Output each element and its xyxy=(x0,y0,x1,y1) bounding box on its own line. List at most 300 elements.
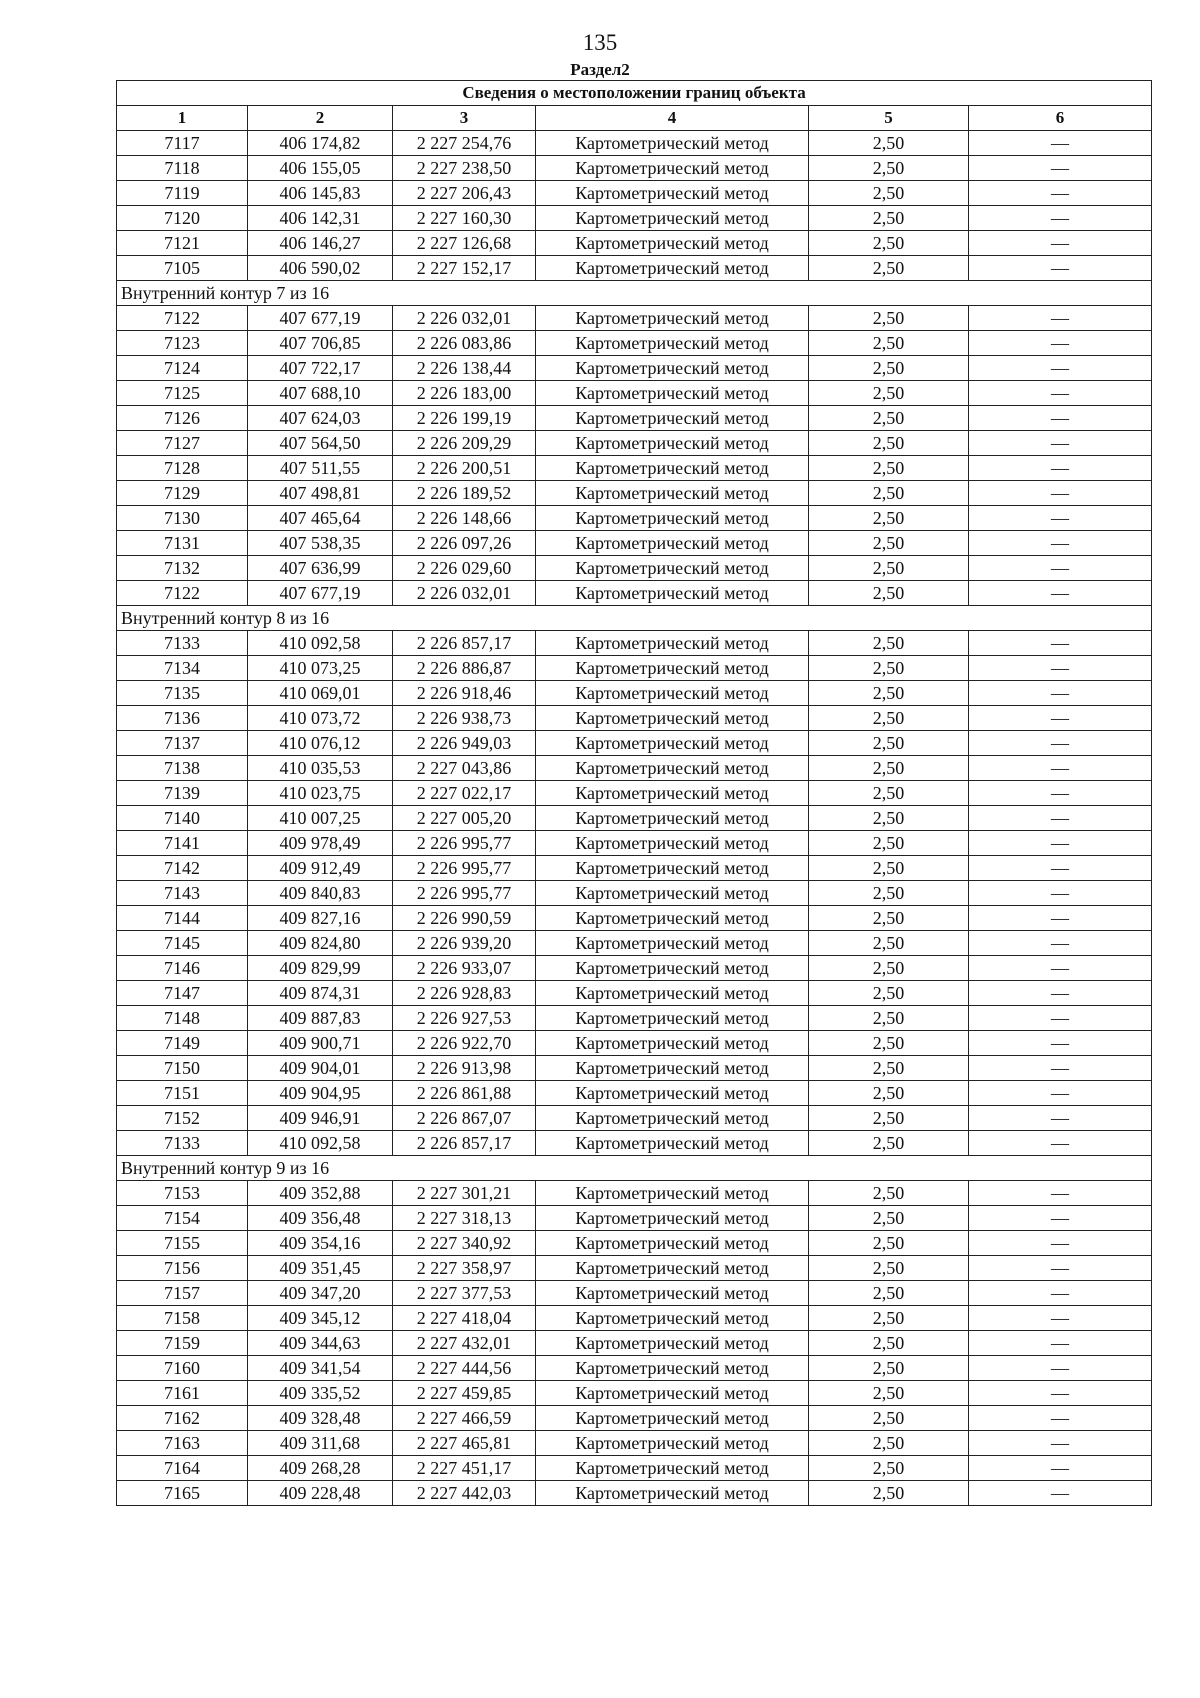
x-coordinate-cell: 410 092,58 xyxy=(248,631,393,656)
method-cell: Картометрический метод xyxy=(536,1056,809,1081)
description-cell: — xyxy=(969,806,1152,831)
x-coordinate-cell: 406 142,31 xyxy=(248,206,393,231)
point-number-cell: 7126 xyxy=(117,406,248,431)
contour-heading-row xyxy=(117,281,1152,306)
table-row xyxy=(117,1131,1152,1156)
method-cell: Картометрический метод xyxy=(536,931,809,956)
point-number-cell: 7141 xyxy=(117,831,248,856)
point-number-cell: 7130 xyxy=(117,506,248,531)
x-coordinate-cell: 409 328,48 xyxy=(248,1406,393,1431)
x-coordinate-cell: 409 840,83 xyxy=(248,881,393,906)
method-cell: Картометрический метод xyxy=(536,906,809,931)
method-cell: Картометрический метод xyxy=(536,1356,809,1381)
x-coordinate-cell: 410 035,53 xyxy=(248,756,393,781)
x-coordinate-cell: 409 341,54 xyxy=(248,1356,393,1381)
x-coordinate-cell: 406 145,83 xyxy=(248,181,393,206)
method-cell: Картометрический метод xyxy=(536,806,809,831)
accuracy-cell: 2,50 xyxy=(809,831,969,856)
y-coordinate-cell: 2 226 138,44 xyxy=(393,356,536,381)
accuracy-cell: 2,50 xyxy=(809,456,969,481)
accuracy-cell: 2,50 xyxy=(809,131,969,156)
accuracy-cell: 2,50 xyxy=(809,906,969,931)
description-cell: — xyxy=(969,1281,1152,1306)
point-number-cell: 7143 xyxy=(117,881,248,906)
x-coordinate-cell: 409 827,16 xyxy=(248,906,393,931)
y-coordinate-cell: 2 226 990,59 xyxy=(393,906,536,931)
point-number-cell: 7117 xyxy=(117,131,248,156)
point-number-cell: 7155 xyxy=(117,1231,248,1256)
x-coordinate-cell: 409 824,80 xyxy=(248,931,393,956)
description-cell: — xyxy=(969,531,1152,556)
x-coordinate-cell: 409 344,63 xyxy=(248,1331,393,1356)
x-coordinate-cell: 407 636,99 xyxy=(248,556,393,581)
accuracy-cell: 2,50 xyxy=(809,781,969,806)
method-cell: Картометрический метод xyxy=(536,1331,809,1356)
description-cell: — xyxy=(969,1306,1152,1331)
table-row xyxy=(117,756,1152,781)
description-cell: — xyxy=(969,206,1152,231)
description-cell: — xyxy=(969,981,1152,1006)
x-coordinate-cell: 409 345,12 xyxy=(248,1306,393,1331)
x-coordinate-cell: 406 174,82 xyxy=(248,131,393,156)
table-caption: Сведения о местоположении границ объекта xyxy=(117,81,1152,106)
table-row xyxy=(117,531,1152,556)
description-cell: — xyxy=(969,1181,1152,1206)
x-coordinate-cell: 409 335,52 xyxy=(248,1381,393,1406)
accuracy-cell: 2,50 xyxy=(809,181,969,206)
x-coordinate-cell: 407 564,50 xyxy=(248,431,393,456)
x-coordinate-cell: 409 354,16 xyxy=(248,1231,393,1256)
point-number-cell: 7157 xyxy=(117,1281,248,1306)
accuracy-cell: 2,50 xyxy=(809,656,969,681)
table-row xyxy=(117,1056,1152,1081)
table-row xyxy=(117,206,1152,231)
table-row xyxy=(117,856,1152,881)
method-cell: Картометрический метод xyxy=(536,981,809,1006)
x-coordinate-cell: 407 688,10 xyxy=(248,381,393,406)
x-coordinate-cell: 407 677,19 xyxy=(248,581,393,606)
method-cell: Картометрический метод xyxy=(536,1181,809,1206)
x-coordinate-cell: 409 228,48 xyxy=(248,1481,393,1506)
method-cell: Картометрический метод xyxy=(536,256,809,281)
x-coordinate-cell: 407 624,03 xyxy=(248,406,393,431)
x-coordinate-cell: 407 722,17 xyxy=(248,356,393,381)
point-number-cell: 7148 xyxy=(117,1006,248,1031)
table-row xyxy=(117,1081,1152,1106)
method-cell: Картометрический метод xyxy=(536,131,809,156)
method-cell: Картометрический метод xyxy=(536,781,809,806)
table-body xyxy=(117,81,1152,1506)
table-row xyxy=(117,1381,1152,1406)
accuracy-cell: 2,50 xyxy=(809,1331,969,1356)
method-cell: Картометрический метод xyxy=(536,531,809,556)
method-cell: Картометрический метод xyxy=(536,681,809,706)
y-coordinate-cell: 2 226 995,77 xyxy=(393,856,536,881)
table-row xyxy=(117,631,1152,656)
x-coordinate-cell: 407 706,85 xyxy=(248,331,393,356)
description-cell: — xyxy=(969,1231,1152,1256)
point-number-cell: 7135 xyxy=(117,681,248,706)
point-number-cell: 7125 xyxy=(117,381,248,406)
accuracy-cell: 2,50 xyxy=(809,1481,969,1506)
table-row xyxy=(117,906,1152,931)
x-coordinate-cell: 409 874,31 xyxy=(248,981,393,1006)
accuracy-cell: 2,50 xyxy=(809,231,969,256)
point-number-cell: 7144 xyxy=(117,906,248,931)
description-cell: — xyxy=(969,556,1152,581)
point-number-cell: 7118 xyxy=(117,156,248,181)
accuracy-cell: 2,50 xyxy=(809,881,969,906)
point-number-cell: 7122 xyxy=(117,581,248,606)
accuracy-cell: 2,50 xyxy=(809,481,969,506)
table-row xyxy=(117,1206,1152,1231)
description-cell: — xyxy=(969,506,1152,531)
method-cell: Картометрический метод xyxy=(536,1131,809,1156)
description-cell: — xyxy=(969,731,1152,756)
description-cell: — xyxy=(969,1481,1152,1506)
method-cell: Картометрический метод xyxy=(536,156,809,181)
table-row xyxy=(117,781,1152,806)
y-coordinate-cell: 2 227 318,13 xyxy=(393,1206,536,1231)
y-coordinate-cell: 2 226 927,53 xyxy=(393,1006,536,1031)
method-cell: Картометрический метод xyxy=(536,956,809,981)
point-number-cell: 7129 xyxy=(117,481,248,506)
description-cell: — xyxy=(969,406,1152,431)
description-cell: — xyxy=(969,431,1152,456)
table-row xyxy=(117,356,1152,381)
method-cell: Картометрический метод xyxy=(536,356,809,381)
y-coordinate-cell: 2 227 418,04 xyxy=(393,1306,536,1331)
method-cell: Картометрический метод xyxy=(536,1031,809,1056)
y-coordinate-cell: 2 226 200,51 xyxy=(393,456,536,481)
x-coordinate-cell: 409 904,95 xyxy=(248,1081,393,1106)
method-cell: Картометрический метод xyxy=(536,1281,809,1306)
point-number-cell: 7150 xyxy=(117,1056,248,1081)
method-cell: Картометрический метод xyxy=(536,881,809,906)
table-caption-row xyxy=(117,81,1152,106)
accuracy-cell: 2,50 xyxy=(809,1206,969,1231)
point-number-cell: 7124 xyxy=(117,356,248,381)
description-cell: — xyxy=(969,1081,1152,1106)
accuracy-cell: 2,50 xyxy=(809,1131,969,1156)
method-cell: Картометрический метод xyxy=(536,856,809,881)
contour-label: Внутренний контур 9 из 16 xyxy=(117,1156,1152,1181)
description-cell: — xyxy=(969,1056,1152,1081)
y-coordinate-cell: 2 226 148,66 xyxy=(393,506,536,531)
point-number-cell: 7162 xyxy=(117,1406,248,1431)
description-cell: — xyxy=(969,1331,1152,1356)
method-cell: Картометрический метод xyxy=(536,581,809,606)
x-coordinate-cell: 410 023,75 xyxy=(248,781,393,806)
description-cell: — xyxy=(969,956,1152,981)
point-number-cell: 7142 xyxy=(117,856,248,881)
description-cell: — xyxy=(969,581,1152,606)
contour-heading-row xyxy=(117,606,1152,631)
x-coordinate-cell: 407 538,35 xyxy=(248,531,393,556)
table-row xyxy=(117,1456,1152,1481)
x-coordinate-cell: 409 829,99 xyxy=(248,956,393,981)
table-row xyxy=(117,1281,1152,1306)
table-row xyxy=(117,1006,1152,1031)
y-coordinate-cell: 2 226 867,07 xyxy=(393,1106,536,1131)
accuracy-cell: 2,50 xyxy=(809,681,969,706)
column-header-row xyxy=(117,106,1152,131)
method-cell: Картометрический метод xyxy=(536,181,809,206)
x-coordinate-cell: 409 268,28 xyxy=(248,1456,393,1481)
y-coordinate-cell: 2 226 949,03 xyxy=(393,731,536,756)
y-coordinate-cell: 2 226 083,86 xyxy=(393,331,536,356)
table-row xyxy=(117,406,1152,431)
table-row xyxy=(117,506,1152,531)
method-cell: Картометрический метод xyxy=(536,1456,809,1481)
x-coordinate-cell: 409 351,45 xyxy=(248,1256,393,1281)
table-row xyxy=(117,1331,1152,1356)
column-header: 1 xyxy=(117,106,248,131)
table-row xyxy=(117,731,1152,756)
description-cell: — xyxy=(969,706,1152,731)
method-cell: Картометрический метод xyxy=(536,1406,809,1431)
method-cell: Картометрический метод xyxy=(536,306,809,331)
y-coordinate-cell: 2 227 126,68 xyxy=(393,231,536,256)
accuracy-cell: 2,50 xyxy=(809,1106,969,1131)
accuracy-cell: 2,50 xyxy=(809,1456,969,1481)
description-cell: — xyxy=(969,1256,1152,1281)
description-cell: — xyxy=(969,781,1152,806)
point-number-cell: 7123 xyxy=(117,331,248,356)
accuracy-cell: 2,50 xyxy=(809,331,969,356)
y-coordinate-cell: 2 226 861,88 xyxy=(393,1081,536,1106)
method-cell: Картометрический метод xyxy=(536,1431,809,1456)
x-coordinate-cell: 406 155,05 xyxy=(248,156,393,181)
point-number-cell: 7145 xyxy=(117,931,248,956)
point-number-cell: 7154 xyxy=(117,1206,248,1231)
method-cell: Картометрический метод xyxy=(536,456,809,481)
description-cell: — xyxy=(969,931,1152,956)
description-cell: — xyxy=(969,256,1152,281)
y-coordinate-cell: 2 226 097,26 xyxy=(393,531,536,556)
description-cell: — xyxy=(969,181,1152,206)
table-row xyxy=(117,581,1152,606)
point-number-cell: 7121 xyxy=(117,231,248,256)
accuracy-cell: 2,50 xyxy=(809,631,969,656)
accuracy-cell: 2,50 xyxy=(809,1006,969,1031)
y-coordinate-cell: 2 226 886,87 xyxy=(393,656,536,681)
accuracy-cell: 2,50 xyxy=(809,381,969,406)
accuracy-cell: 2,50 xyxy=(809,356,969,381)
accuracy-cell: 2,50 xyxy=(809,1031,969,1056)
y-coordinate-cell: 2 226 183,00 xyxy=(393,381,536,406)
accuracy-cell: 2,50 xyxy=(809,1406,969,1431)
method-cell: Картометрический метод xyxy=(536,656,809,681)
description-cell: — xyxy=(969,456,1152,481)
y-coordinate-cell: 2 226 995,77 xyxy=(393,831,536,856)
table-row xyxy=(117,456,1152,481)
point-number-cell: 7139 xyxy=(117,781,248,806)
accuracy-cell: 2,50 xyxy=(809,506,969,531)
y-coordinate-cell: 2 226 995,77 xyxy=(393,881,536,906)
boundary-coordinates-table xyxy=(116,80,1152,1506)
y-coordinate-cell: 2 226 928,83 xyxy=(393,981,536,1006)
accuracy-cell: 2,50 xyxy=(809,1231,969,1256)
point-number-cell: 7165 xyxy=(117,1481,248,1506)
method-cell: Картометрический метод xyxy=(536,1206,809,1231)
table-row xyxy=(117,1106,1152,1131)
column-header: 6 xyxy=(969,106,1152,131)
point-number-cell: 7134 xyxy=(117,656,248,681)
method-cell: Картометрический метод xyxy=(536,1231,809,1256)
method-cell: Картометрический метод xyxy=(536,1481,809,1506)
column-header: 4 xyxy=(536,106,809,131)
point-number-cell: 7146 xyxy=(117,956,248,981)
y-coordinate-cell: 2 226 918,46 xyxy=(393,681,536,706)
description-cell: — xyxy=(969,1131,1152,1156)
method-cell: Картометрический метод xyxy=(536,381,809,406)
x-coordinate-cell: 409 352,88 xyxy=(248,1181,393,1206)
point-number-cell: 7127 xyxy=(117,431,248,456)
point-number-cell: 7140 xyxy=(117,806,248,831)
y-coordinate-cell: 2 227 152,17 xyxy=(393,256,536,281)
table-row xyxy=(117,1256,1152,1281)
point-number-cell: 7151 xyxy=(117,1081,248,1106)
x-coordinate-cell: 407 498,81 xyxy=(248,481,393,506)
y-coordinate-cell: 2 227 160,30 xyxy=(393,206,536,231)
method-cell: Картометрический метод xyxy=(536,1006,809,1031)
y-coordinate-cell: 2 226 939,20 xyxy=(393,931,536,956)
point-number-cell: 7152 xyxy=(117,1106,248,1131)
method-cell: Картометрический метод xyxy=(536,506,809,531)
method-cell: Картометрический метод xyxy=(536,481,809,506)
accuracy-cell: 2,50 xyxy=(809,1356,969,1381)
description-cell: — xyxy=(969,906,1152,931)
accuracy-cell: 2,50 xyxy=(809,256,969,281)
x-coordinate-cell: 409 347,20 xyxy=(248,1281,393,1306)
description-cell: — xyxy=(969,1206,1152,1231)
accuracy-cell: 2,50 xyxy=(809,1081,969,1106)
accuracy-cell: 2,50 xyxy=(809,731,969,756)
accuracy-cell: 2,50 xyxy=(809,981,969,1006)
point-number-cell: 7163 xyxy=(117,1431,248,1456)
section-title: Раздел2 xyxy=(570,60,630,79)
point-number-cell: 7160 xyxy=(117,1356,248,1381)
y-coordinate-cell: 2 227 022,17 xyxy=(393,781,536,806)
table-row xyxy=(117,931,1152,956)
x-coordinate-cell: 407 511,55 xyxy=(248,456,393,481)
y-coordinate-cell: 2 227 466,59 xyxy=(393,1406,536,1431)
method-cell: Картометрический метод xyxy=(536,1106,809,1131)
description-cell: — xyxy=(969,156,1152,181)
table-row xyxy=(117,981,1152,1006)
table-row xyxy=(117,181,1152,206)
x-coordinate-cell: 409 978,49 xyxy=(248,831,393,856)
method-cell: Картометрический метод xyxy=(536,756,809,781)
method-cell: Картометрический метод xyxy=(536,631,809,656)
accuracy-cell: 2,50 xyxy=(809,1306,969,1331)
description-cell: — xyxy=(969,856,1152,881)
y-coordinate-cell: 2 227 043,86 xyxy=(393,756,536,781)
table-row xyxy=(117,1356,1152,1381)
column-header: 2 xyxy=(248,106,393,131)
description-cell: — xyxy=(969,306,1152,331)
point-number-cell: 7120 xyxy=(117,206,248,231)
table-row xyxy=(117,681,1152,706)
table-row xyxy=(117,156,1152,181)
point-number-cell: 7132 xyxy=(117,556,248,581)
description-cell: — xyxy=(969,381,1152,406)
column-header: 5 xyxy=(809,106,969,131)
accuracy-cell: 2,50 xyxy=(809,806,969,831)
point-number-cell: 7136 xyxy=(117,706,248,731)
accuracy-cell: 2,50 xyxy=(809,1431,969,1456)
point-number-cell: 7119 xyxy=(117,181,248,206)
accuracy-cell: 2,50 xyxy=(809,406,969,431)
x-coordinate-cell: 410 069,01 xyxy=(248,681,393,706)
accuracy-cell: 2,50 xyxy=(809,206,969,231)
method-cell: Картометрический метод xyxy=(536,731,809,756)
description-cell: — xyxy=(969,756,1152,781)
description-cell: — xyxy=(969,1006,1152,1031)
x-coordinate-cell: 409 912,49 xyxy=(248,856,393,881)
y-coordinate-cell: 2 226 938,73 xyxy=(393,706,536,731)
contour-label: Внутренний контур 7 из 16 xyxy=(117,281,1152,306)
y-coordinate-cell: 2 226 032,01 xyxy=(393,306,536,331)
contour-label: Внутренний контур 8 из 16 xyxy=(117,606,1152,631)
accuracy-cell: 2,50 xyxy=(809,556,969,581)
description-cell: — xyxy=(969,1456,1152,1481)
method-cell: Картометрический метод xyxy=(536,1381,809,1406)
point-number-cell: 7137 xyxy=(117,731,248,756)
accuracy-cell: 2,50 xyxy=(809,956,969,981)
x-coordinate-cell: 410 092,58 xyxy=(248,1131,393,1156)
y-coordinate-cell: 2 227 465,81 xyxy=(393,1431,536,1456)
accuracy-cell: 2,50 xyxy=(809,706,969,731)
y-coordinate-cell: 2 227 358,97 xyxy=(393,1256,536,1281)
y-coordinate-cell: 2 227 005,20 xyxy=(393,806,536,831)
x-coordinate-cell: 409 900,71 xyxy=(248,1031,393,1056)
x-coordinate-cell: 410 007,25 xyxy=(248,806,393,831)
table-row xyxy=(117,656,1152,681)
y-coordinate-cell: 2 226 189,52 xyxy=(393,481,536,506)
y-coordinate-cell: 2 226 032,01 xyxy=(393,581,536,606)
x-coordinate-cell: 410 073,25 xyxy=(248,656,393,681)
table-row xyxy=(117,481,1152,506)
method-cell: Картометрический метод xyxy=(536,231,809,256)
y-coordinate-cell: 2 227 444,56 xyxy=(393,1356,536,1381)
y-coordinate-cell: 2 226 857,17 xyxy=(393,1131,536,1156)
table-row xyxy=(117,806,1152,831)
x-coordinate-cell: 409 887,83 xyxy=(248,1006,393,1031)
table-row xyxy=(117,331,1152,356)
point-number-cell: 7133 xyxy=(117,631,248,656)
point-number-cell: 7156 xyxy=(117,1256,248,1281)
y-coordinate-cell: 2 227 432,01 xyxy=(393,1331,536,1356)
description-cell: — xyxy=(969,631,1152,656)
table-row xyxy=(117,231,1152,256)
table-row xyxy=(117,1431,1152,1456)
y-coordinate-cell: 2 227 377,53 xyxy=(393,1281,536,1306)
x-coordinate-cell: 409 946,91 xyxy=(248,1106,393,1131)
point-number-cell: 7133 xyxy=(117,1131,248,1156)
page-number: 135 xyxy=(582,30,618,55)
y-coordinate-cell: 2 227 459,85 xyxy=(393,1381,536,1406)
accuracy-cell: 2,50 xyxy=(809,156,969,181)
point-number-cell: 7131 xyxy=(117,531,248,556)
accuracy-cell: 2,50 xyxy=(809,1256,969,1281)
table-row xyxy=(117,956,1152,981)
method-cell: Картометрический метод xyxy=(536,331,809,356)
table-row xyxy=(117,1306,1152,1331)
table-row xyxy=(117,1406,1152,1431)
x-coordinate-cell: 407 677,19 xyxy=(248,306,393,331)
